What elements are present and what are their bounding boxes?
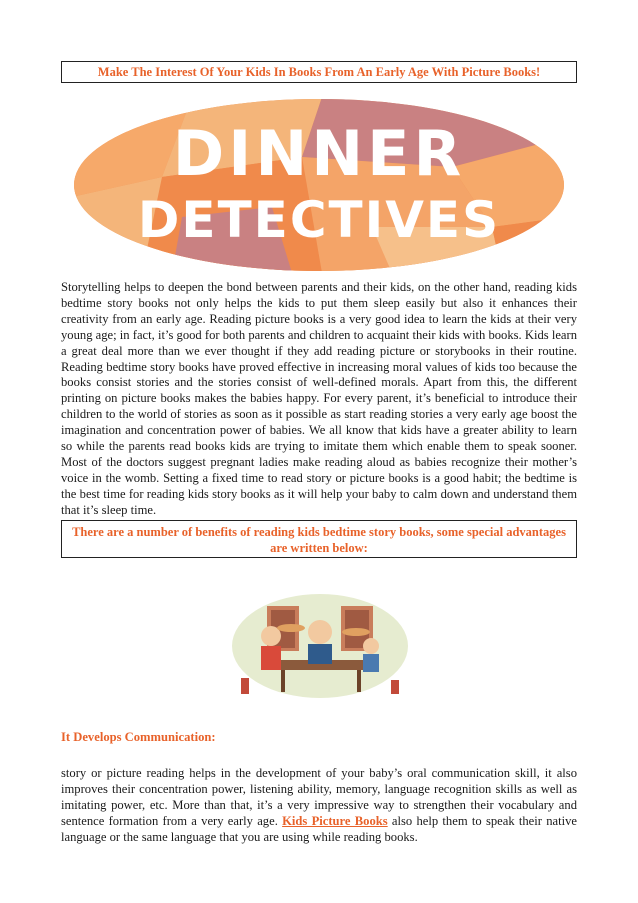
header-banner: Make The Interest Of Your Kids In Books From An Early Age With Picture Books! (61, 61, 577, 83)
logo-line-2: DETECTIVES (137, 191, 501, 249)
communication-paragraph (61, 766, 577, 846)
section-heading-communication: It Develops Communication: (61, 730, 216, 744)
dinner-detectives-logo (72, 97, 566, 273)
logo-line-1: DINNER (172, 117, 466, 190)
kids-picture-books-link[interactable]: Kids Picture Books (282, 813, 388, 828)
intro-paragraph: Storytelling helps to deepen the bond between parents and their kids, on the other hand, reading kids bedtime story books not only helps the kids to put them sleep easily but also it enhances their creativity from an early age. Reading picture books is a very good idea to learn the kids at their very young age; in fact, it’s good for both parents and children to acquaint their kids with books. Kids learn a great deal more than we ever thought if they add reading picture or storybooks in their routine. Reading bedtime story books have proved effective in increasing moral values of kids too because the books consist stories and the stories consist of well-defined morals. Apart from this, the different printing on picture books makes the babies happy. For every parent, it’s beneficial to introduce their children to the world of stories as soon as it possible as start reading stories a very early age boost the imagination and concentration power of babies. We all know that kids have a greater ability to learn so while the parents read books kids are trying to imitate them which enable them to speak sooner. Most of the doctors suggest pregnant ladies make reading aloud as babies recognize their mother’s voice in the womb. Setting a fixed time to read story or picture books is a good habit; the bedtime is the best time for reading kids story books as it will help your baby to calm down and understand them that it’s sleep time. (61, 280, 577, 517)
communication-text-before-link: story or picture reading helps in the development of your baby’s oral communication skill, it also improves their concentration power, listening ability, memory, language recognition skills as well as imitating power, etc. More than that, it’s a very impressive way to strengthen their vocabulary and sentence formation from a very early age. (61, 766, 577, 828)
family-dinner-illustration (231, 588, 409, 698)
benefits-banner: There are a number of benefits of reading kids bedtime story books, some special advantages are written below: (61, 520, 577, 558)
communication-text-after-link: also help them to speak their native language or the same language that you are using while reading books. (61, 813, 577, 844)
